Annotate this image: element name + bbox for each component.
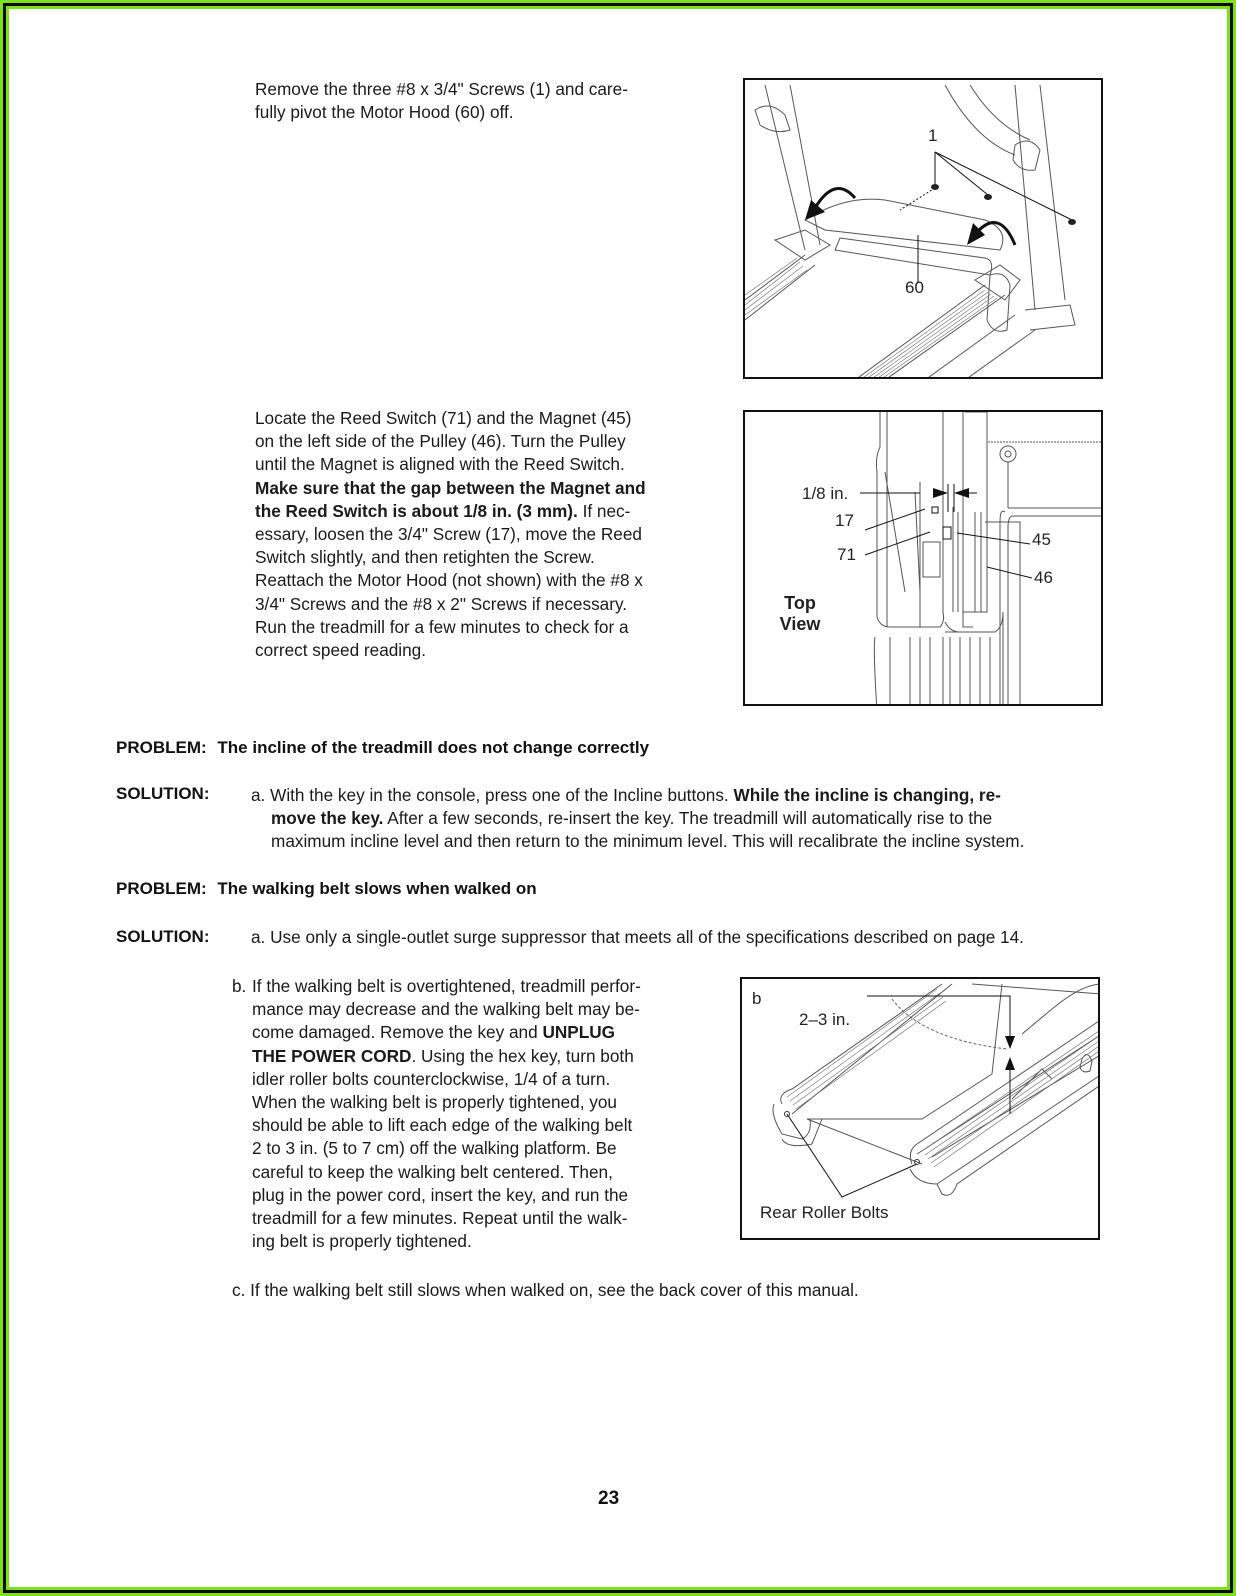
warning-text: UNPLUG [542,1022,616,1043]
text-line: 2 to 3 in. (5 to 7 cm) off the walking platform. Be [252,1138,617,1159]
text-line: essary, loosen the 3/4" Screw (17), move the Reed [255,524,642,545]
text-line: correct speed reading. [255,640,427,661]
text-fragment: . Using the hex key, turn both [411,1045,634,1066]
problem-label: PROBLEM: [116,738,207,757]
text-line: fully pivot the Motor Hood (60) off. [255,102,514,123]
problem-text: The incline of the treadmill does not change correctly [217,738,650,757]
text-line: When the walking belt is properly tightened, you [252,1092,617,1113]
treadmill-belt-illustration [742,979,1100,1240]
gap-measurement-label: 1/8 in. [802,484,849,503]
problem2-solution-b [232,975,641,1253]
reed-switch-figure [743,410,1103,706]
step1-instructions [255,78,628,124]
belt-tension-figure [740,977,1100,1240]
warning-text: Make sure that the gap between the Magnet and [255,477,646,498]
callout-screw-1: 1 [928,126,938,145]
problem1-solution-a [251,784,1111,854]
solution-label: SOLUTION: [116,927,210,946]
text-line: 3/4" Screws and the #8 x 2" Screws if necessary. [255,593,628,614]
warning-text: While the incline is changing, re- [733,785,1001,805]
text-line: Reattach the Motor Hood (not shown) with the #8 x [255,570,643,591]
belt-lift-measurement-label: 2–3 in. [799,1010,851,1029]
text-line: Switch slightly, and then retighten the Screw. [255,547,595,568]
text-fragment: If nec- [577,500,631,521]
text-fragment: After a few seconds, re-insert the key. The treadmill will automatically rise to the [383,808,993,829]
text-line: Run the treadmill for a few minutes to check for a [255,616,629,637]
text-line: maximum incline level and then return to the minimum level. This will recalibrate the incline system. [271,831,1025,852]
solution-label: SOLUTION: [116,784,210,803]
warning-text: the Reed Switch is about 1/8 in. (3 mm). [255,500,578,521]
text-line: Locate the Reed Switch (71) and the Magnet (45) [255,408,632,428]
callout-motor-hood-60: 60 [905,278,924,297]
text-line: plug in the power cord, insert the key, and run the [252,1184,629,1205]
rear-roller-bolts-caption: Rear Roller Bolts [760,1203,889,1222]
top-view-label [775,593,825,635]
callout-magnet-45: 45 [1032,530,1051,549]
text-line: on the left side of the Pulley (46). Turn the Pulley [255,431,626,452]
callout-reed-switch-71: 71 [837,545,856,564]
text-fragment: a. With the key in the console, press one of the Incline buttons. [251,785,734,805]
warning-text: THE POWER CORD [252,1045,412,1066]
problem2-solution-c: c. If the walking belt still slows when walked on, see the back cover of this manual. [232,1280,859,1300]
text-line: idler roller bolts counterclockwise, 1/4 of a turn. [252,1068,611,1089]
motor-hood-illustration [745,80,1103,379]
text-line: careful to keep the walking belt centered. Then, [252,1161,613,1182]
reed-switch-illustration [745,412,1103,706]
list-marker: b. [232,976,247,996]
problem1-heading [116,738,649,758]
text-line: mance may decrease and the walking belt may be- [252,999,640,1020]
problem-label: PROBLEM: [116,879,207,898]
text-line: should be able to lift each edge of the walking belt [252,1115,633,1136]
callout-pulley-46: 46 [1034,568,1053,587]
problem2-heading [116,879,537,899]
motor-hood-figure [743,78,1103,379]
text-line: treadmill for a few minutes. Repeat until the walk- [252,1208,628,1229]
problem-text: The walking belt slows when walked on [217,879,537,898]
text-line: If the walking belt is overtightened, treadmill perfor- [252,976,641,996]
callout-screw-17: 17 [835,511,854,530]
text-fragment: come damaged. Remove the key and [252,1022,543,1043]
warning-text: move the key. [271,808,384,829]
page-number: 23 [598,1488,620,1509]
figure-letter-label: b [752,989,762,1008]
text-line: Remove the three #8 x 3/4" Screws (1) and care- [255,79,628,99]
text-line: ing belt is properly tightened. [252,1231,472,1252]
view-label-line: Top [784,593,816,613]
step2-instructions [255,407,646,662]
view-label-line: View [779,614,821,634]
text-line: until the Magnet is aligned with the Reed Switch. [255,454,625,475]
problem2-solution-a: a. Use only a single-outlet surge suppressor that meets all of the specifications described on page 14. [251,927,1024,947]
